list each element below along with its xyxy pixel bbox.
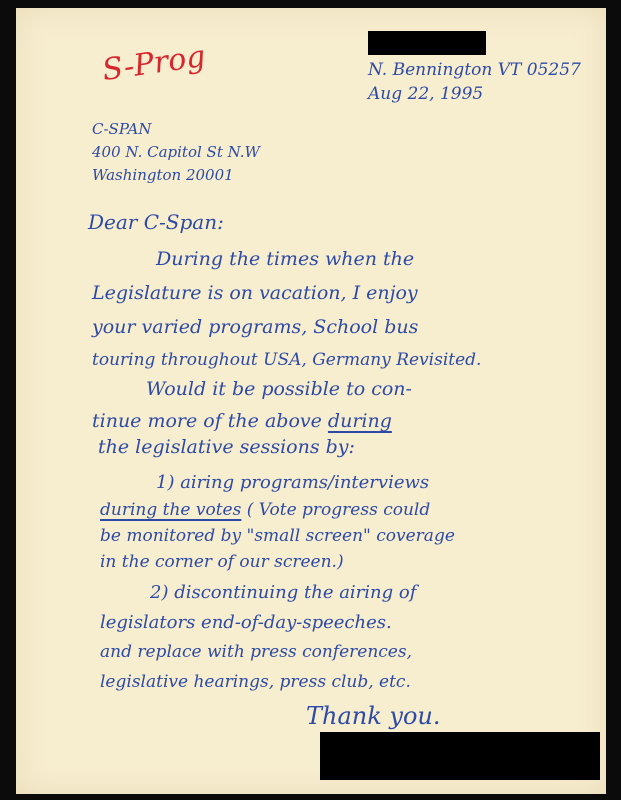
para2-line2-text: tinue more of the above xyxy=(92,410,322,432)
item1-line1: 1) airing programs/interviews xyxy=(156,472,430,493)
item1-line3: be monitored by "small screen" coverage xyxy=(100,526,455,546)
item1-underlined-phrase: during the votes xyxy=(100,500,242,520)
para1-line2: Legislature is on vacation, I enjoy xyxy=(92,282,418,304)
para2-line1: Would it be possible to con- xyxy=(146,378,412,400)
letter-date: Aug 22, 1995 xyxy=(368,84,484,104)
para1-line1: During the times when the xyxy=(156,248,415,270)
sender-address: N. Bennington VT 05257 xyxy=(368,60,581,80)
para1-line3: your varied programs, School bus xyxy=(92,316,419,338)
item1-line4: in the corner of our screen.) xyxy=(100,552,344,572)
recipient-city: Washington 20001 xyxy=(92,166,234,184)
redaction-bar-top xyxy=(368,31,486,55)
recipient-street: 400 N. Capitol St N.W xyxy=(92,143,260,161)
routing-stamp: S-Prog xyxy=(100,38,208,89)
closing: Thank you. xyxy=(306,702,441,730)
item2-line4: legislative hearings, press club, etc. xyxy=(100,672,411,692)
para2-line3: the legislative sessions by: xyxy=(98,436,355,458)
para2-line2 xyxy=(92,410,392,432)
item2-line2: legislators end-of-day-speeches. xyxy=(100,612,392,633)
item2-line1: 2) discontinuing the airing of xyxy=(150,582,417,603)
redaction-bar-bottom xyxy=(320,732,600,780)
item2-line3: and replace with press conferences, xyxy=(100,642,412,662)
salutation: Dear C-Span: xyxy=(88,210,224,234)
para2-underlined-word: during xyxy=(327,410,392,432)
recipient-name: C-SPAN xyxy=(92,120,152,138)
item1-line2 xyxy=(100,500,430,520)
item1-line2-text: ( Vote progress could xyxy=(246,500,431,520)
para1-line4: touring throughout USA, Germany Revisited. xyxy=(92,350,482,370)
